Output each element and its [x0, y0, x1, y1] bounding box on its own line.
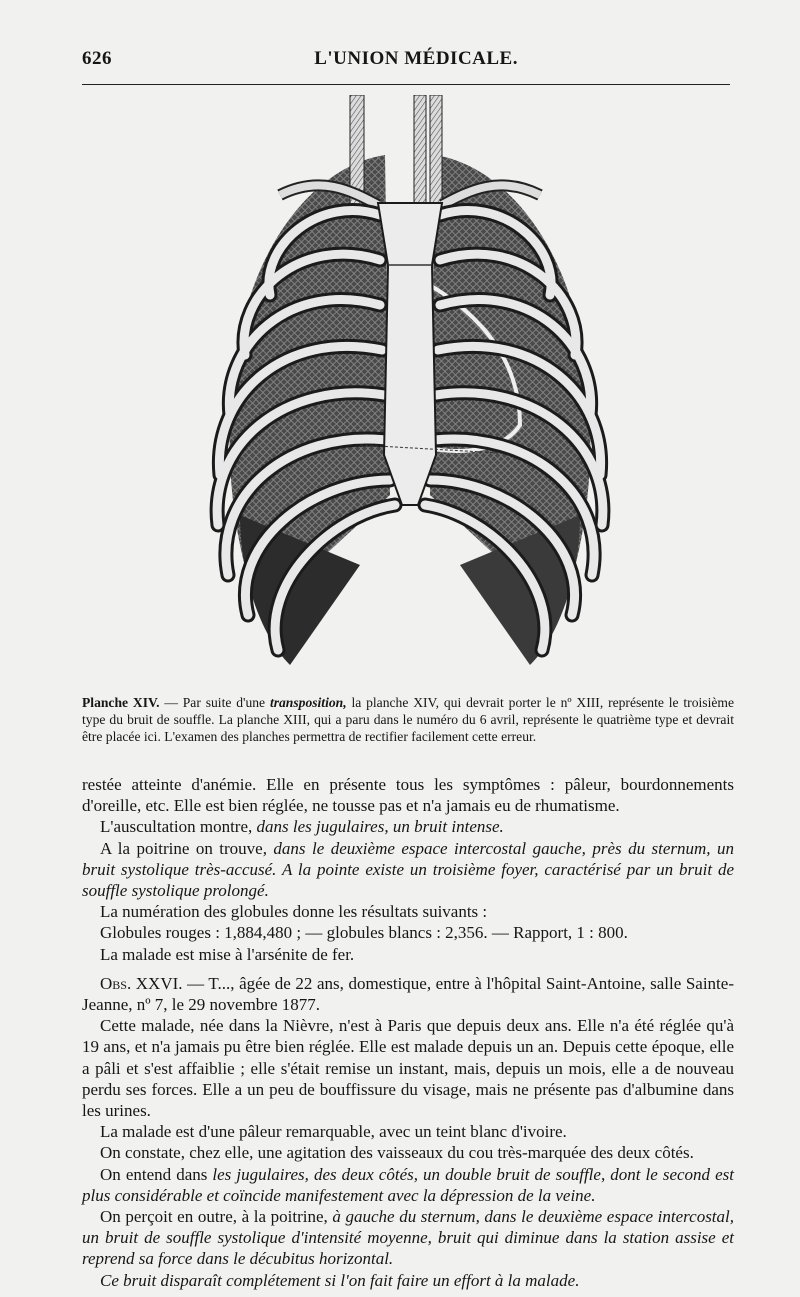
caption-emphasis: transposition,: [269, 695, 347, 710]
paragraph: [82, 838, 734, 902]
paragraph-emphasis: dans les jugulaires, un bruit intense.: [256, 817, 504, 837]
paragraph: restée atteinte d'anémie. Elle en présente tous les symptômes : pâleur, bourdonnements d'oreille, etc. Elle est bien réglée, ne tousse pas et n'a jamais eu de rhumatisme.: [82, 775, 734, 816]
paragraph-emphasis: les jugulaires, des deux côtés, un double bruit de souffle, dont le second est plus considérable et coïncide manifestement avec la dépression de la veine.: [82, 1164, 734, 1205]
paragraph-emphasis: dans le deuxième espace intercostal gauche, près du sternum, un bruit systolique très-accusé. A la pointe existe un troisième foyer, caractérisé par un bruit de souffle systolique prolongé.: [82, 838, 735, 901]
paragraph: [82, 1270, 734, 1291]
header-rule: [82, 84, 730, 85]
paragraph-text: A la poitrine on trouve,: [100, 838, 274, 858]
observation-text: — T..., âgée de 22 ans, domestique, entre à l'hôpital Saint-Antoine, salle Sainte-Jeanne, nº 7, le 29 novembre 1877.: [82, 973, 734, 1015]
journal-title: L'UNION MÉDICALE.: [314, 48, 518, 69]
paragraph: La malade est mise à l'arsénite de fer.: [100, 944, 355, 964]
observation-label: Obs. XXVI.: [100, 973, 183, 993]
paragraph: [82, 1164, 734, 1206]
paragraph: La malade est d'une pâleur remarquable, avec un teint blanc d'ivoire.: [100, 1122, 567, 1142]
paragraph: Cette malade, née dans la Nièvre, n'est à Paris que depuis deux ans. Elle n'a été réglée qu'à 19 ans, et n'a jamais pu être bien réglée. Elle est malade depuis un an. Depuis cette époque, elle a pâli et s'est affaiblie ; elle s'était remise un instant, mais, depuis un mois, elle a de nouveau perdu ses forces. Elle a un peu de bouffissure du visage, mais ne présente pas d'albumine dans les urines.: [82, 1016, 734, 1121]
paragraph-text: On perçoit en outre, à la poitrine,: [100, 1207, 333, 1227]
paragraph: [82, 1206, 734, 1270]
paragraph-text: L'auscultation montre,: [100, 817, 257, 837]
article-body: [82, 774, 734, 1291]
figure-caption: [82, 694, 734, 745]
caption-text: la planche XIV, qui devrait porter le nº XIII, représente le troisième type du bruit de souffle. La planche XIII, qui a paru dans le numéro du 6 avril, représente le quatrième type et devrait être placée ici. L'examen des planches permettra de rectifier facilement cette erreur.: [82, 695, 734, 744]
paragraph: On constate, chez elle, une agitation des vaisseaux du cou très-marquée des deux côtés.: [100, 1143, 694, 1163]
caption-label: Planche XIV.: [82, 695, 160, 710]
observation-heading: [82, 973, 734, 1015]
page-header: [82, 40, 730, 70]
paragraph-emphasis: à gauche du sternum, dans le deuxième espace intercostal, un bruit de souffle systolique d'intensité moyenne, bruit qui diminue dans la station assise et reprend sa force dans le décubitus horizontal.: [82, 1207, 735, 1269]
paragraph: La numération des globules donne les résultats suivants :: [100, 902, 488, 922]
paragraph-emphasis: Ce bruit disparaît complétement si l'on fait faire un effort à la malade.: [100, 1270, 580, 1290]
page-number: 626: [82, 48, 112, 69]
paragraph: Globules rouges : 1,884,480 ; — globules blancs : 2,356. — Rapport, 1 : 800.: [100, 923, 628, 943]
paragraph-text: On entend dans: [100, 1164, 213, 1184]
paragraph: [82, 816, 734, 837]
caption-text: — Par suite d'une: [159, 695, 270, 710]
rib-cage-illustration-icon: [200, 95, 620, 685]
